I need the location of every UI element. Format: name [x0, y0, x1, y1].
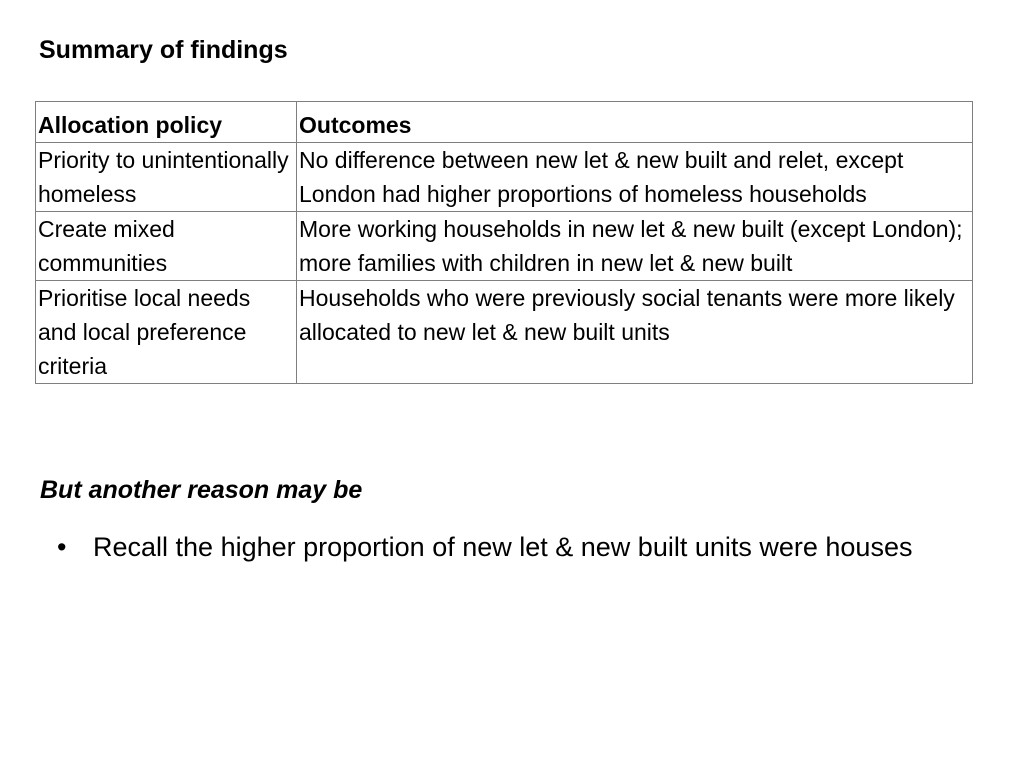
- policy-cell: Prioritise local needs and local preference criteria: [36, 281, 297, 384]
- column-header-outcomes: Outcomes: [297, 102, 973, 143]
- bullet-icon: •: [57, 532, 67, 562]
- outcome-cell: Households who were previously social tenants were more likely allocated to new let & new built units: [297, 281, 973, 384]
- list-item: [53, 529, 973, 566]
- table-header-row: [36, 102, 973, 143]
- bullet-list: [53, 529, 973, 566]
- table-row: [36, 143, 973, 212]
- slide-title: Summary of findings: [39, 36, 288, 64]
- policy-cell: Priority to unintentionally homeless: [36, 143, 297, 212]
- column-header-policy: Allocation policy: [36, 102, 297, 143]
- findings-table: [35, 101, 973, 384]
- bullet-text: Recall the higher proportion of new let & new built units were houses: [93, 532, 913, 562]
- outcome-cell: More working households in new let & new built (except London); more families with children in new let & new built: [297, 212, 973, 281]
- table-row: [36, 212, 973, 281]
- table-row: [36, 281, 973, 384]
- outcome-cell: No difference between new let & new built and relet, except London had higher proportions of homeless households: [297, 143, 973, 212]
- policy-cell: Create mixed communities: [36, 212, 297, 281]
- subheading: But another reason may be: [40, 476, 363, 504]
